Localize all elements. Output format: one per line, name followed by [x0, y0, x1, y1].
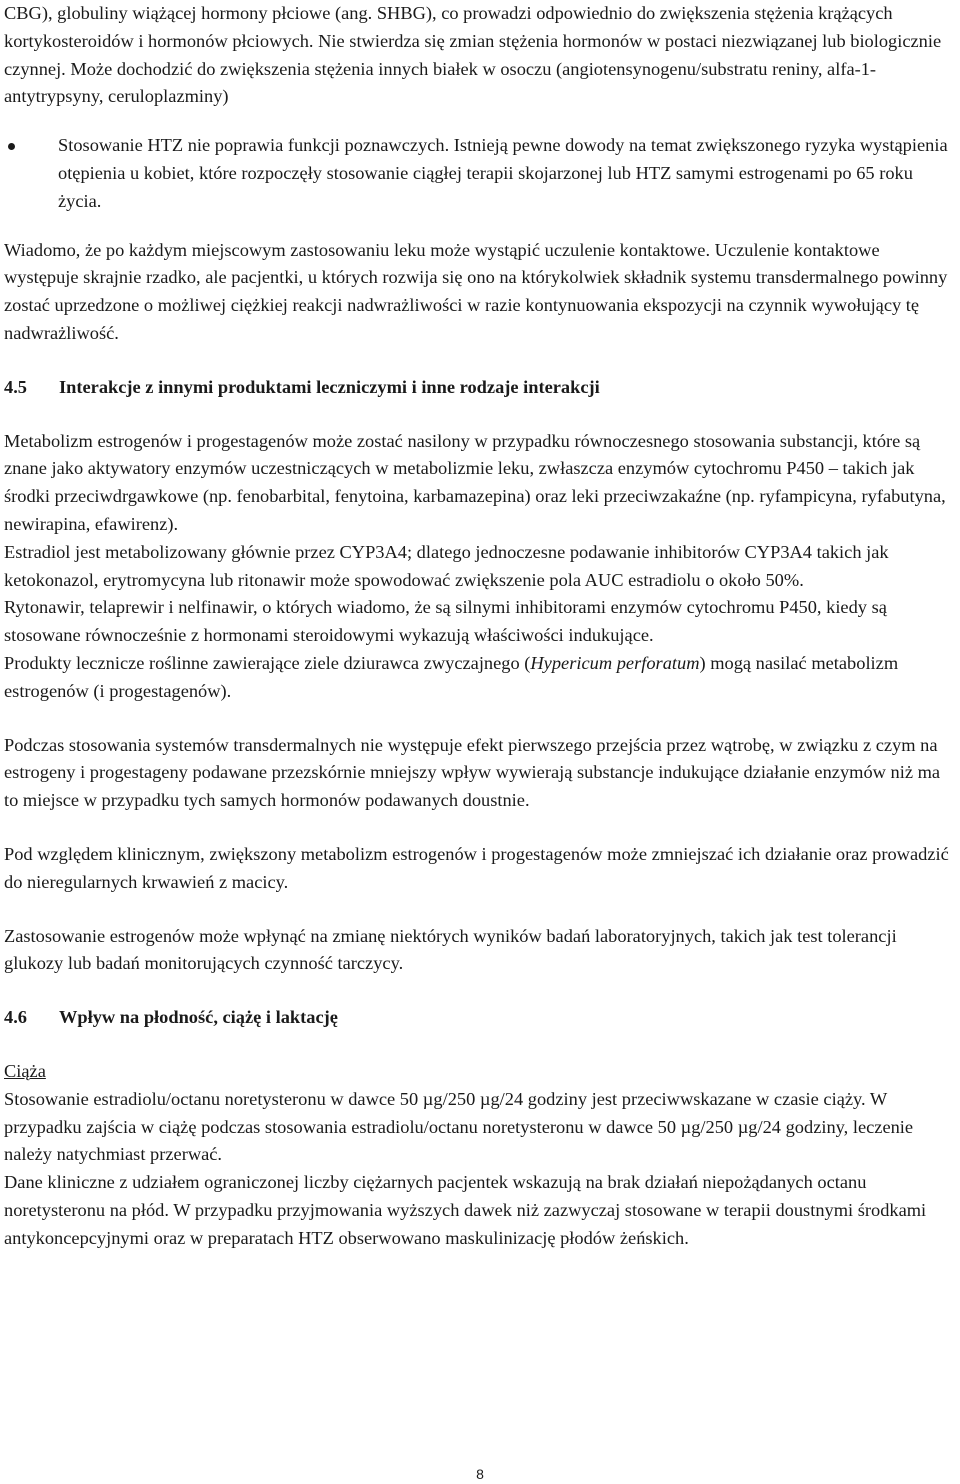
section-4-5-p4 — [4, 650, 952, 706]
section-4-5-p1: Metabolizm estrogenów i progestagenów może zostać nasilony w przypadku równoczesnego stosowania substancji, które są znane jako aktywatory enzymów uczestniczących w metabolizmie leku, zwłaszcza enzymów cytochromu P450 – takich jak środki przeciwdrgawkowe (np. fenobarbital, fenytoina, karbamazepina) oraz leki przeciwzakaźne (np. ryfampicyna, ryfabutyna, newirapina, efawirenz). — [4, 430, 946, 534]
contact-allergy-paragraph: Wiadomo, że po każdym miejscowym zastosowaniu leku może wystąpić uczulenie kontaktowe. Uczulenie kontaktowe występuje skrajnie rzadko, ale pacjentki, u których rozwija się ono na którykolwiek składnik systemu transdermalnego powinny zostać uprzedzone o możliwej ciężkiej reakcji nadwrażliwości w razie kontynuowania ekspozycji na czynnik wywołujący tę nadwrażliwość. — [4, 239, 948, 343]
section-4-5-p4-after: ) mogą nasilać metabolizm estrogenów (i progestagenów). — [4, 652, 899, 701]
section-4-5-p4-italic: Hypericum perforatum — [530, 652, 700, 673]
section-4-5-p7: Zastosowanie estrogenów może wpłynąć na zmianę niektórych wyników badań laboratoryjnych, takich jak test tolerancji glukozy lub badań monitorujących czynność tarczycy. — [4, 925, 897, 974]
section-4-6-p1: Stosowanie estradiolu/octanu noretysteronu w dawce 50 µg/250 µg/24 godziny jest przeciwwskazane w czasie ciąży. W przypadku zajścia w ciążę podczas stosowania estradiolu/octanu noretysteronu w dawce 50 µg/250 µg/24 godziny, leczenie należy natychmiast przerwać. — [4, 1088, 914, 1165]
bullet-text: Stosowanie HTZ nie poprawia funkcji poznawczych. Istnieją pewne dowody na temat zwiększonego ryzyka wystąpienia otępienia u kobiet, które rozpoczęły stosowanie ciągłej terapii skojarzonej lub HTZ samymi estrogenami po 65 roku życia. — [58, 135, 948, 211]
section-4-6-number: 4.6 — [4, 1007, 27, 1028]
section-4-5-p5: Podczas stosowania systemów transdermalnych nie występuje efekt pierwszego przejścia przez wątrobę, w związku z czym na estrogeny i progestageny podawane przezskórnie mniejszy wpływ wywierają substancje indukujące działanie enzymów niż ma to miejsce w przypadku tych samych hormonów podawanych doustnie. — [4, 734, 941, 811]
section-4-5-p2: Estradiol jest metabolizowany głównie przez CYP3A4; dlatego jednoczesne podawanie inhibitorów CYP3A4 takich jak ketokonazol, erytromycyna lub ritonawir może spowodować zwiększenie pola AUC estradiolu o około 50%. — [4, 541, 889, 590]
section-4-5-title: Interakcje z innymi produktami leczniczymi i inne rodzaje interakcji — [59, 376, 600, 397]
section-4-6-heading — [4, 1004, 952, 1032]
bullet-dot-icon — [8, 143, 15, 150]
section-4-6-p2: Dane kliniczne z udziałem ograniczonej liczby ciężarnych pacjentek wskazują na brak działań niepożądanych octanu noretysteronu na płód. W przypadku przyjmowania wyższych dawek niż zazwyczaj stosowane w terapii doustnymi środkami antykoncepcyjnymi oraz w preparatach HTZ obserwowano maskulinizację płodów żeńskich. — [4, 1172, 927, 1248]
pregnancy-subheading: Ciąża — [4, 1060, 46, 1081]
section-4-5-number: 4.5 — [4, 376, 27, 397]
page-number: 8 — [476, 1466, 484, 1482]
bullet-item — [4, 132, 952, 215]
section-4-6-title: Wpływ na płodność, ciążę i laktację — [59, 1007, 338, 1028]
section-4-5-heading — [4, 374, 952, 402]
section-4-5-p4-before: Produkty lecznicze roślinne zawierające ziele dziurawca zwyczajnego ( — [4, 652, 531, 673]
document-page — [4, 0, 952, 1252]
intro-paragraph: CBG), globuliny wiążącej hormony płciowe (ang. SHBG), co prowadzi odpowiednio do zwiększenia stężenia krążących kortykosteroidów i hormonów płciowych. Nie stwierdza się zmian stężenia hormonów w postaci niezwiązanej lub biologicznie czynnej. Może dochodzić do zwiększenia stężenia innych białek w osoczu (angiotensynogenu/substratu reniny, alfa-1-antytrypsyny, ceruloplazminy) — [4, 3, 942, 107]
section-4-5-p6: Pod względem klinicznym, zwiększony metabolizm estrogenów i progestagenów może zmniejszać ich działanie oraz prowadzić do nieregularnych krwawień z macicy. — [4, 843, 949, 892]
section-4-5-p3: Rytonawir, telaprewir i nelfinawir, o których wiadomo, że są silnymi inhibitorami enzymów cytochromu P450, kiedy są stosowane równocześnie z hormonami steroidowymi wykazują właściwości indukujące. — [4, 597, 887, 646]
